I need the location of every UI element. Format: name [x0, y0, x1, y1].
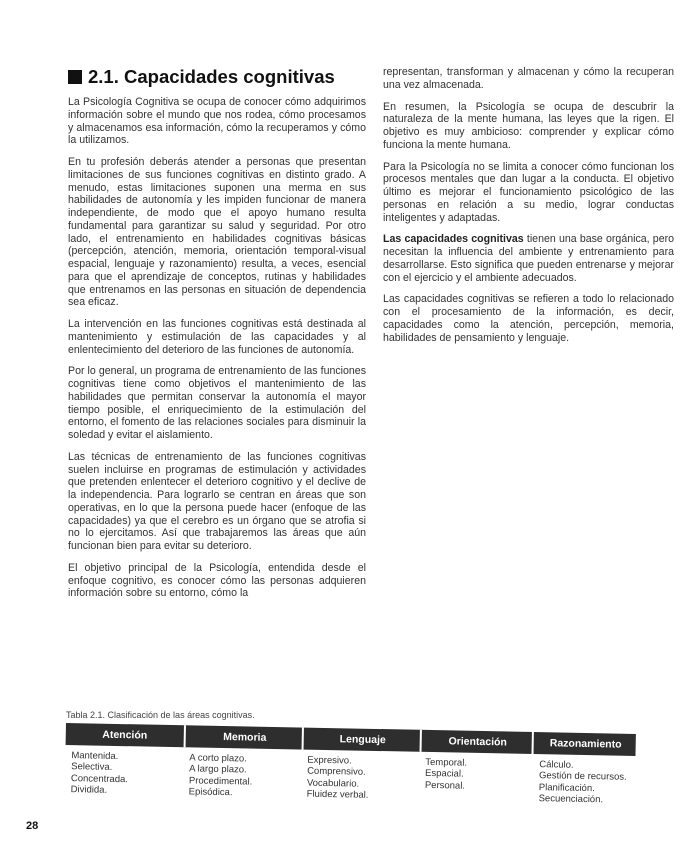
table-cell: Concentrada.	[70, 772, 129, 786]
table-cell: A largo plazo.	[189, 763, 247, 776]
table-cell: Episódica.	[188, 786, 233, 799]
table-header-language: Lenguaje	[302, 728, 422, 752]
cognitive-areas-table	[64, 723, 636, 832]
table-header-reasoning: Razonamiento	[531, 732, 637, 756]
paragraph: El objetivo principal de la Psicología, entendida desde el enfoque cognitivo, es conocer cómo las personas adquieren información sobre su entorno, cómo la	[68, 561, 366, 600]
section-marker-square	[68, 70, 82, 84]
table-cell: Expresivo.	[307, 754, 352, 767]
table-cell: Dividida.	[70, 784, 108, 797]
section-title-text: 2.1. Capacidades cognitivas	[88, 66, 335, 87]
table-cell: Fluidez verbal.	[306, 788, 369, 802]
table-cell: Selectiva.	[71, 761, 113, 774]
paragraph: Por lo general, un programa de entrenamiento de las funciones cognitivas tiene como objetivos el mantenimiento de las habilidades que permitan conservar la autonomía el mayor tiempo posible, el enriquecimiento de la estimulación del entorno, el fomento de las relaciones sociales para disminuir la soledad y evitar el aislamiento.	[68, 365, 366, 441]
table-cell: Personal.	[424, 779, 466, 792]
table-caption: Tabla 2.1. Clasificación de las áreas cognitivas.	[66, 710, 255, 720]
table-header-memory: Memoria	[184, 725, 304, 749]
table-cell: Procedimental.	[188, 775, 253, 788]
section-title	[68, 66, 335, 88]
paragraph: Las técnicas de entrenamiento de las funciones cognitivas suelen incluirse en programas de estimulación y actividades que pretenden enlentecer el deterioro cognitivo y el declive de la independencia. Para lograrlo se centran en áreas que son operativas, en lo que la persona puede hacer (enfoque de las capacidades) ya que el cerebro es un órgano que se atrofia si no lo ejercitamos. Así que trabajaremos las áreas que aún funcionan bien para evitar su deterioro.	[68, 450, 366, 552]
paragraph-text: tienen una base orgánica, pero necesitan la influencia del ambiente y entrenamiento para desarrollarse. Esto significa que pueden entrenarse y mejorar con el ejercicio y el ambiente adecuados.	[383, 233, 674, 284]
table-column-language	[307, 755, 370, 802]
table-column-memory	[189, 752, 253, 799]
table-header-orientation: Orientación	[420, 730, 534, 754]
left-column	[68, 96, 366, 609]
paragraph	[383, 233, 674, 284]
right-column	[383, 66, 674, 353]
table-cell: Planificación.	[538, 781, 595, 794]
table-cell: Cálculo.	[539, 759, 574, 771]
paragraph: La Psicología Cognitiva se ocupa de conocer cómo adquirimos información sobre el mundo que nos rodea, cómo procesamos y almacenamos esa información, cómo la recuperamos y cómo la utilizamos.	[68, 96, 366, 147]
bold-term: Las capacidades cognitivas	[383, 233, 524, 246]
table-cell: Comprensivo.	[307, 766, 366, 779]
paragraph: En resumen, la Psicología se ocupa de descubrir la naturaleza de la mente humana, las leyes que la rigen. El objetivo es muy ambicioso: comprender y explicar cómo funciona la mente humana.	[383, 100, 674, 151]
table-cell: Gestión de recursos.	[538, 770, 627, 784]
paragraph: La intervención en las funciones cognitivas está destinada al mantenimiento y estimulación de las capacidades y al enlentecimiento del deterioro de las funciones de autonomía.	[68, 318, 366, 356]
table-cell: Vocabulario.	[306, 777, 360, 790]
paragraph: representan, transforman y almacenan y cómo la recuperan una vez almacenada.	[383, 66, 674, 91]
paragraph: Para la Psicología no se limita a conocer cómo funcionan los procesos mentales que dan lugar a la conducta. El objetivo último es mejorar el funcionamiento psicológico de las personas en relación a su medio, lograr conductas inteligentes y adaptadas.	[383, 160, 674, 224]
table-column-attention	[71, 750, 129, 797]
table-cell: Mantenida.	[71, 750, 119, 763]
table-header-attention: Atención	[102, 728, 148, 742]
table-column-orientation	[425, 757, 467, 792]
paragraph: En tu profesión deberás atender a personas que presentan limitaciones de sus funciones cognitivas en distinto grado. A menudo, estas limitaciones suponen una merma en sus habilidades de autonomía y les impiden funcionar de manera independiente, de modo que el apoyo humano resulta fundamental para garantizar su salud y seguridad. Por otro lado, el entrenamiento en habilidades cognitivas básicas (percepción, atención, memoria, orientación temporal-visual espacial, lenguaje y razonamiento) resulta, a veces, esencial para que el aprendizaje de conceptos, rutinas y habilidades que entrenamos en las personas en situación de dependencia sea eficaz.	[68, 156, 366, 309]
table-column-reasoning	[539, 759, 628, 806]
page-number: 28	[26, 820, 39, 832]
table-cell: A corto plazo.	[189, 752, 248, 765]
table-header-row	[66, 723, 636, 756]
table-cell: Temporal.	[425, 756, 468, 769]
table-cell: Secuenciación.	[538, 793, 604, 806]
table-cell: Espacial.	[424, 768, 464, 781]
paragraph: Las capacidades cognitivas se refieren a todo lo relacionado con el procesamiento de la información, es decir, capacidades como la atención, percepción, memoria, habilidades de pensamiento y lenguaje.	[383, 293, 674, 344]
